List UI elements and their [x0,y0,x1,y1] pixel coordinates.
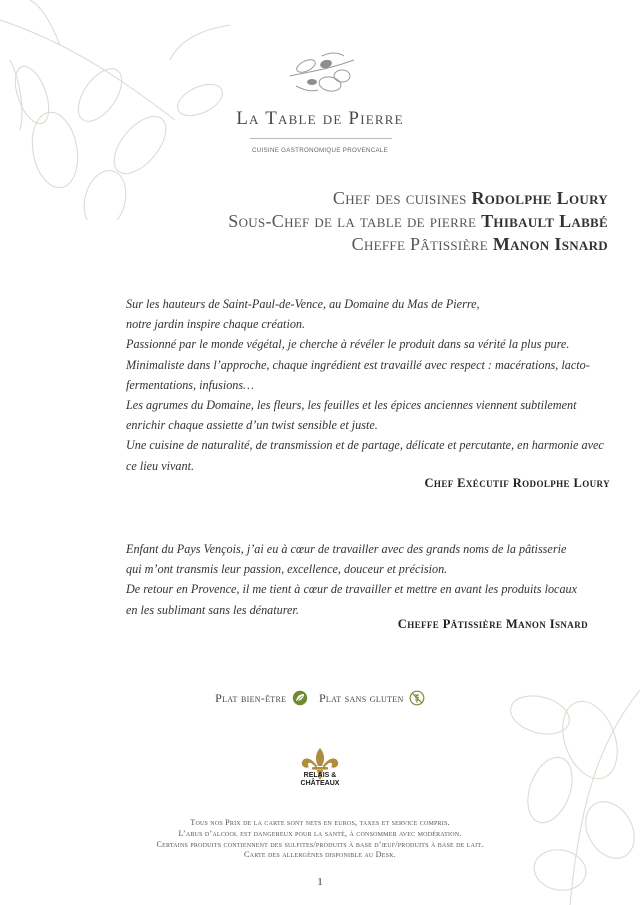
page-number: 1 [317,876,323,888]
text-line: Passionné par le monde végétal, je cherche à révéler le produit dans sa vérité la plus pure. [126,337,570,352]
legend-gluten-free [319,690,425,706]
logo-subtitle: CUISINE GASTRONOMIQUE PROVENCALE [251,147,389,154]
footer-line: Tous nos Prix de la carte sont nets en euros, taxes et service compris. [190,818,450,827]
team-line-head-chef [333,188,608,209]
team-name: Manon Isnard [492,234,608,254]
text-line: De retour en Provence, il me tient à cœur de travailler et mettre en avant les produits locaux [126,582,578,597]
team-name: Rodolphe Loury [471,188,608,208]
text-line: Une cuisine de naturalité, de transmission et de partage, délicate et percutante, en harmonie avec [126,438,604,453]
pastry-chef-text [126,539,620,620]
gluten-free-icon [409,690,425,706]
text-line: Les agrumes du Domaine, les fleurs, les feuilles et les épices anciennes viennent subtilement [126,398,577,413]
restaurant-logo-title: La Table de Pierre [236,108,404,129]
footer-line: Carte des allergènes disponible au Desk. [244,850,396,860]
team-role: Chef des cuisines [332,188,467,208]
dish-legend [0,690,640,706]
leaf-wellbeing-icon [292,690,308,706]
legend-gluten-free-label: Plat sans gluten [318,691,404,706]
relais-line-2: CHÂTEAUX [300,780,340,787]
chef-philosophy-text [126,294,620,476]
legend-wellbeing-label: Plat bien-être [215,691,287,706]
legal-footer [0,818,640,861]
text-line: fermentations, infusions… [126,377,254,392]
team-line-pastry-chef [352,234,608,255]
text-line: en les sublimant sans les dénaturer. [126,602,299,617]
footer-line: L’abus d’alcool est dangereux pour la santé, à consommer avec modération. [178,828,462,838]
chef-signature: Chef Exécutif Rodolphe Loury [424,476,610,490]
team-role: Sous-Chef de la table de pierre [228,211,477,231]
text-line: ce lieu vivant. [126,458,195,473]
relais-chateaux-wordmark [0,772,640,788]
team-line-sous-chef [228,211,608,232]
text-line: notre jardin inspire chaque création. [126,317,306,332]
text-line: Minimaliste dans l’approche, chaque ingrédient est travaillé avec respect : macérations, lacto- [126,357,590,372]
team-role: Cheffe Pâtissière [351,234,489,254]
relais-line-1: RELAIS & [303,772,337,779]
text-line: qui m’ont transmis leur passion, excellence, douceur et précision. [126,562,448,577]
olive-leaves-decoration-icon [500,680,640,905]
text-line: Enfant du Pays Vençois, j’ai eu à cœur de travailler avec des grands noms de la pâtisserie [126,542,567,556]
team-name: Thibault Labbé [481,211,608,231]
pastry-chef-signature: Cheffe Pâtissière Manon Isnard [397,617,588,631]
text-line: enrichir chaque assiette d’un twist sensible et juste. [126,418,378,433]
olive-sprig-logo-icon [282,46,362,106]
logo-divider [250,138,392,139]
text-line: Sur les hauteurs de Saint-Paul-de-Vence, au Domaine du Mas de Pierre, [126,297,480,311]
legend-wellbeing [215,690,308,706]
footer-line: Certains produits contiennent des sulfites/produits à base d’œuf/produits à base de lait. [156,839,484,849]
